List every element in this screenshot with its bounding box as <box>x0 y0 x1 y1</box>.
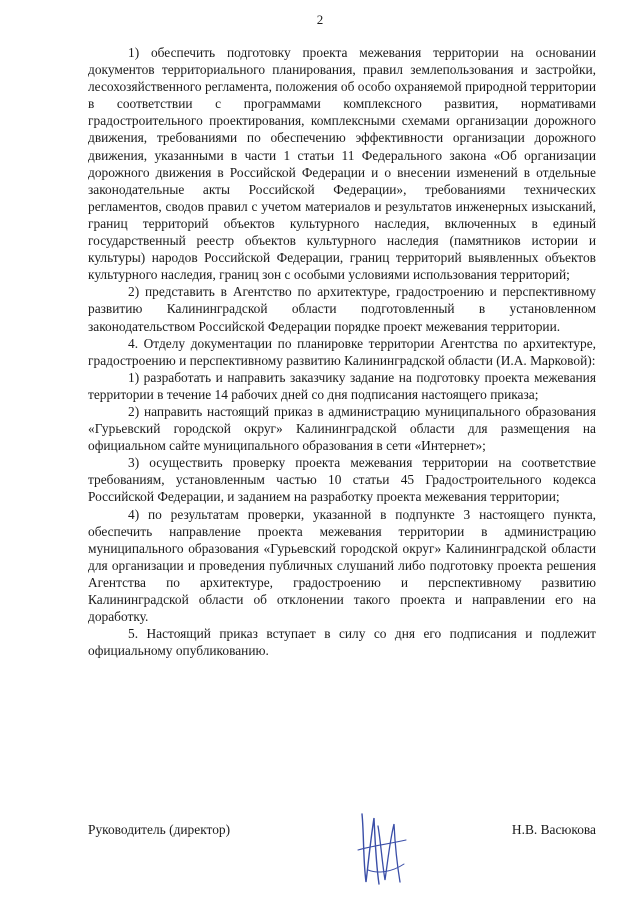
paragraph-4-item-2: 2) направить настоящий приказ в администрацию муниципального образования «Гурьевский городской округ» Калининградской области для размещения на официальном сайте муниципального образования в сети «Интернет»; <box>88 403 596 454</box>
signature-stroke-3 <box>358 840 406 850</box>
paragraph-item-1: 1) обеспечить подготовку проекта межевания территории на основании документов территориального планирования, правил землепользования и застройки, лесохозяйственного регламента, положения об особо охраняемой природной территории в соответствии с программами комплексного развития, нормативами градостроительного проектирования, комплексными схемами организации дорожного движения, требованиями по обеспечению эффективности организации дорожного движения, указанными в части 1 статьи 11 Федерального закона «Об организации дорожного движения в Российской Федерации и о внесении изменений в отдельные законодательные акты Российской Федерации», требованиями технических регламентов, сводов правил с учетом материалов и результатов инженерных изысканий, границ территорий объектов культурного наследия, включенных в единый государственный реестр объектов культурного наследия (памятников истории и культуры) народов Российской Федерации, границ территорий выявленных объектов культурного наследия, границ зон с особыми условиями использования территорий; <box>88 45 596 283</box>
paragraph-item-2: 2) представить в Агентство по архитектуре, градостроению и перспективному развитию Калининградской области подготовленный в установленном законодательством Российской Федерации порядке проект межевания территории. <box>88 284 596 334</box>
signature-ink-strokes <box>348 804 418 889</box>
paragraph-section-4: 4. Отделу документации по планировке территории Агентства по архитектуре, градостроению и перспективному развитию Калининградской области (И.А. Марковой): <box>88 335 596 368</box>
signatory-name: Н.В. Васюкова <box>511 822 596 837</box>
document-body <box>88 44 596 659</box>
paragraph-4-item-1: 1) разработать и направить заказчику задание на подготовку проекта межевания территории в течение 14 рабочих дней со дня подписания настоящего приказа; <box>88 369 596 402</box>
page-number: 2 <box>316 12 324 27</box>
signature-block <box>88 822 596 862</box>
paragraph-section-5: 5. Настоящий приказ вступает в силу со дня его подписания и подлежит официальному опубликованию. <box>88 626 596 659</box>
signature-stroke-1 <box>362 814 379 884</box>
paragraph-4-item-4: 4) по результатам проверки, указанной в подпункте 3 настоящего пункта, обеспечить направление проекта межевания территории в администрацию муниципального образования «Гурьевский городской округ» Калининградской области для организации и проведения публичных слушаний либо подготовку проекта решения Агентства по архитектуре, градостроению и перспективному развитию Калининградской области об отклонении такого проекта и направлении его на доработку. <box>88 506 596 625</box>
handwritten-signature <box>348 804 418 889</box>
signature-stroke-2 <box>378 824 400 882</box>
paragraph-4-item-3: 3) осуществить проверку проекта межевания территории на соответствие требованиям, установленным частью 10 статьи 45 Градостроительного кодекса Российской Федерации, и заданием на разработку проекта межевания территории; <box>88 455 596 505</box>
signatory-title: Руководитель (директор) <box>88 822 231 837</box>
